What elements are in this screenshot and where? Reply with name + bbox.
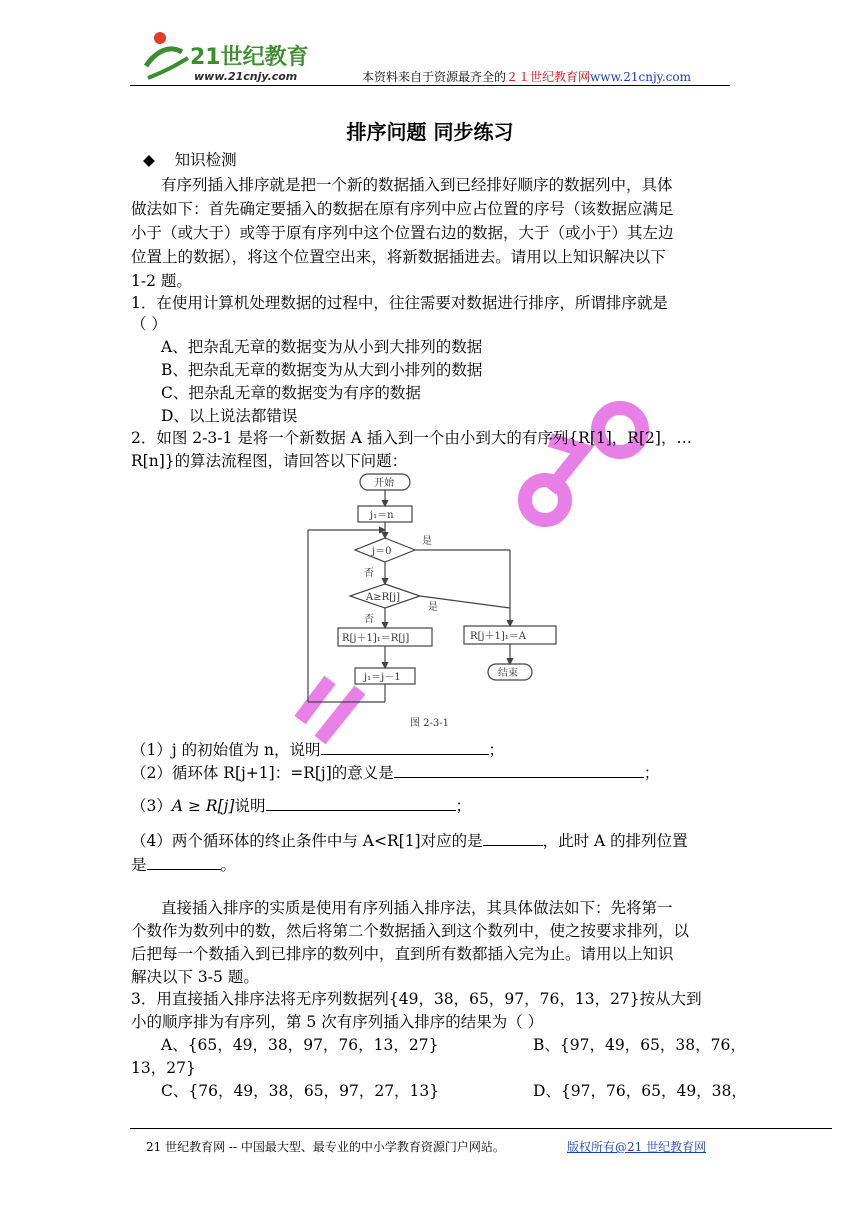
flow-assign-label: R[j＋1]₁＝A	[470, 631, 527, 642]
q3-option-b: B、{97，49，65，38，76，	[533, 1036, 746, 1054]
page-title: 排序问题 同步练习	[346, 120, 514, 144]
flow-yes-label: 是	[428, 602, 438, 613]
header-link[interactable]: www.21cnjy.com	[590, 70, 691, 84]
svg-text:21世纪教育: 21世纪教育	[190, 45, 309, 70]
q2-sub1: （1）j 的初始值为 n，说明 ；	[131, 738, 731, 760]
header-brand: ２１世纪教育网	[506, 70, 591, 84]
q2-sub4: （4）两个循环体的终止条件中与 A<R[1]对应的是 ，此时 A 的排列位置	[131, 829, 731, 851]
intro1-line: 有序列插入排序就是把一个新的数据插入到已经排好顺序的数据列中，具体	[161, 176, 673, 194]
q2-stem: 2．如图 2-3-1 是将一个新数据 A 插入到一个由小到大的有序列{R[1]，R[2]，…	[131, 429, 692, 447]
answer-blank[interactable]	[147, 853, 221, 870]
answer-blank[interactable]	[321, 738, 489, 755]
intro2-line: 个数作为数列中的数，然后将第二个数据插入到这个数列中，使之按要求排列，以	[131, 922, 690, 940]
intro1-line: 1-2 题。	[131, 272, 192, 290]
q1-stem: （ ）	[131, 315, 167, 333]
site-logo	[138, 28, 338, 88]
q1-option-b: B、把杂乱无章的数据变为从大到小排列的数据	[161, 361, 483, 379]
flow-yes-label: 是	[422, 536, 432, 547]
q3-option-d: D、{97，76，65，49，38，	[533, 1082, 747, 1100]
flow-caption: 图 2-3-1	[410, 718, 450, 729]
q3-stem: 3．用直接插入排序法将无序列数据列{49，38，65，97，76，13，27}按从大到	[131, 990, 702, 1008]
flow-start-label: 开始	[374, 478, 394, 489]
svg-text:www.21cnjy.com: www.21cnjy.com	[194, 70, 298, 83]
intro1-line: 做法如下：首先确定要插入的数据在原有序列中应占位置的序号（该数据应满足	[131, 200, 674, 218]
intro2-line: 解决以下 3-5 题。	[131, 968, 259, 986]
answer-blank[interactable]	[483, 829, 543, 846]
intro2-line: 后把每一个数插入到已排序的数列中，直到所有数都插入完为止。请用以上知识	[131, 945, 674, 963]
section-heading: ◆ 知识检测	[143, 151, 237, 169]
flow-init-label: j₁＝n	[370, 510, 394, 521]
q1-option-c: C、把杂乱无章的数据变为有序的数据	[161, 384, 421, 402]
q3-option-c: C、{76，49，38，65，97，27，13}	[161, 1082, 440, 1100]
header-rule	[130, 85, 730, 86]
intro2-line: 直接插入排序的实质是使用有序列插入排序法，其具体做法如下：先将第一	[161, 899, 673, 917]
q2-sub3: （3）A ≥ R[j]说明 ；	[131, 794, 731, 816]
flow-dec-label: j₁＝j－1	[364, 672, 401, 683]
flow-cond2-label: A≥R[j]	[366, 592, 401, 603]
q2-stem: R[n]}的算法流程图，请回答以下问题：	[131, 452, 408, 470]
q1-stem: 1．在使用计算机处理数据的过程中，往往需要对数据进行排序，所谓排序就是	[131, 294, 668, 312]
flow-no-label: 否	[364, 614, 374, 625]
flow-end-label: 结束	[498, 668, 518, 679]
intro1-line: 位置上的数据），将这个位置空出来，将新数据插进去。请用以上知识解决以下	[131, 248, 666, 266]
q3-option-a: A、{65，49，38，97，76，13，27}	[161, 1036, 439, 1054]
flowchart	[300, 468, 562, 730]
q3-option-b-cont: 13，27}	[131, 1059, 196, 1077]
answer-blank[interactable]	[266, 794, 456, 811]
flow-no-label: 否	[364, 568, 374, 579]
footer-rule	[130, 1128, 832, 1129]
header-note: 本资料来自于资源最齐全的２１世纪教育网www.21cnjy.com	[362, 70, 691, 84]
footer-text: 21 世纪教育网 -- 中国最大型、最专业的中小学教育资源门户网站。	[146, 1140, 505, 1154]
q1-option-d: D、以上说法都错误	[161, 407, 298, 425]
q3-stem: 小的顺序排为有序列，第 5 次有序列插入排序的结果为（ ）	[131, 1013, 544, 1031]
q2-sub4-cont: 是 。	[131, 853, 731, 875]
flow-shift-label: R[j＋1]₁＝R[j]	[342, 633, 410, 644]
intro1-line: 小于（或大于）或等于原有序列中这个位置右边的数据，大于（或小于）其左边	[131, 224, 674, 242]
flow-cond1-label: j＝0	[372, 546, 392, 557]
q1-option-a: A、把杂乱无章的数据变为从小到大排列的数据	[161, 338, 483, 356]
footer-copyright-link[interactable]: 版权所有@21 世纪教育网	[567, 1140, 707, 1154]
q2-sub2: （2）循环体 R[j+1]：=R[j]的意义是 ；	[131, 761, 731, 783]
answer-blank[interactable]	[394, 761, 644, 778]
